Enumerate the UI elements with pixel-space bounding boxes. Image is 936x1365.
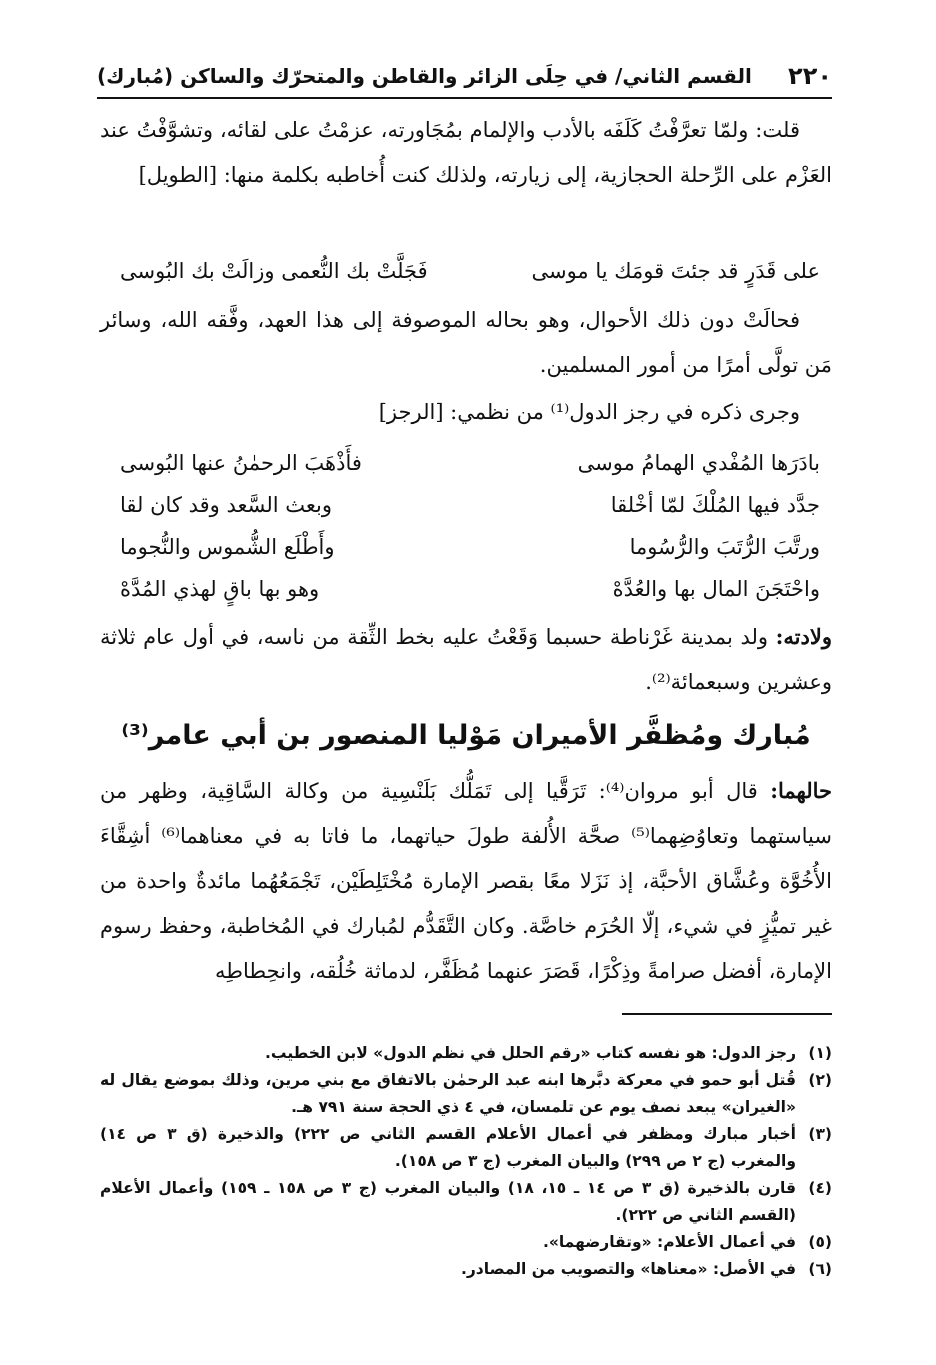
footnote-text: في أعمال الأعلام: «وتقارضهما». (542, 1233, 796, 1251)
footnote-text: رجز الدول: هو نفسه كتاب «رقم الحلل في نظم الدول» لابن الخطيب. (265, 1044, 796, 1062)
footnote-number: (٣) (808, 1125, 832, 1143)
footnote-text: قُتل أبو حمو في معركة دبَّرها ابنه عبد الرحمٰن بالاتفاق مع بني مرين، وذلك بموضع يقال له «الغيران» يبعد نصف يوم عن تلمسان، في ٤ ذي الحجة سنة ٧٩١ هـ. (100, 1071, 796, 1116)
birth-text: ولد بمدينة غَرْناطة حسبما وَقَعْتُ عليه بخط الثِّقة من ناسه، في أول عام ثلاثة وعشرين وسبعمائة⁽²⁾. (100, 625, 832, 694)
footnote (100, 1175, 832, 1229)
footnote-number: (٥) (808, 1233, 832, 1251)
footnote (100, 1040, 832, 1067)
footnote-text: قارن بالذخيرة (ق ٣ ص ١٤ ـ ١٥، ١٨) والبيان المغرب (ج ٣ ص ١٥٨ ـ ١٥٩) وأعمال الأعلام (القسم الثاني ص ٢٢٢). (100, 1179, 797, 1224)
footnote-divider (622, 1013, 832, 1015)
footnote-number: (٦) (808, 1260, 832, 1278)
hemistich-second: وهو بها باقٍ لهذي المُدَّهْ (120, 577, 320, 601)
birth-label: ولادته: (775, 624, 832, 649)
opening-paragraph: قلت: ولمّا تعرَّفْتُ كَلَفَه بالأدب والإلمام بمُجَاورته، عزمْتُ على لقائه، وتشوَّفْتُ عند العَزْم على الرِّحلة الحجازية، إلى زيارته، ولذلك كنت أُخاطبه بكلمة منها: [الطويل] (100, 118, 832, 187)
middle-paragraph-block (100, 298, 832, 435)
footnote (100, 1067, 832, 1121)
status-label: حالهما: (770, 778, 833, 803)
footnote-number: (١) (808, 1044, 832, 1062)
footnote-text: أخبار مبارك ومظفر في أعمال الأعلام القسم الثاني ص ٢٢٢) والذخيرة (ق ٣ ص ١٤) والمغرب (ج ٢ ص ٢٩٩) والبيان المغرب (ج ٣ ص ١٥٨). (100, 1125, 796, 1170)
footnote-text: في الأصل: «معناها» والتصويب من المصادر. (460, 1260, 796, 1278)
verse-line (100, 484, 832, 526)
verse-line (100, 568, 832, 610)
hemistich-second: وأَطْلَع الشُّموس والنُّجوما (120, 535, 335, 559)
footnote (100, 1256, 832, 1283)
footnote-number: (٤) (808, 1179, 832, 1197)
page-number: ٢٢٠ (788, 62, 832, 90)
hemistich-second: وبعث السَّعد وقد كان لقا (120, 493, 332, 517)
footnote (100, 1121, 832, 1175)
running-header (97, 55, 832, 99)
paragraph-rajaz-intro: وجرى ذكره في رجز الدول⁽¹⁾ من نظمي: [الرجز] (378, 400, 800, 424)
running-title: القسم الثاني/ في حِلَى الزائر والقاطن والمتحرّك والساكن (مُبارك) (97, 64, 752, 88)
footnote (100, 1229, 832, 1256)
hemistich-second: فَجَلَّتْ بك النُّعمى وزالَتْ بك البُوسى (120, 259, 428, 283)
hemistich-first: جدَّد فيها المُلْكَ لمّا أخْلقا (610, 493, 820, 517)
hemistich-second: فأَذْهَبَ الرحمٰنُ عنها البُوسى (120, 451, 362, 475)
birth-paragraph-block (100, 614, 832, 705)
hemistich-first: على قَدَرٍ قد جئتَ قومَك يا موسى (531, 259, 820, 283)
opening-paragraph-block (100, 108, 832, 198)
verse-rajaz (100, 442, 832, 610)
status-paragraph (100, 768, 832, 994)
hemistich-first: ورتَّبَ الرُّتَبَ والرُّسُوما (629, 535, 820, 559)
status-paragraph-block (100, 768, 832, 994)
footnotes (100, 1040, 832, 1283)
birth-paragraph (100, 614, 832, 705)
hemistich-first: واحْتَجَنَ المال بها والعُدَّهْ (612, 577, 820, 601)
verse-line (100, 442, 832, 484)
verse-line (100, 526, 832, 568)
verse-tawil (100, 250, 832, 292)
paragraph-circumstances: فحالَتْ دون ذلك الأحوال، وهو بحاله الموصوفة إلى هذا العهد، وفَّقه الله، وسائر مَن تولَّى أمرًا من أمور المسلمين. (100, 308, 832, 377)
status-text: قال أبو مروان⁽⁴⁾: تَرَقَّيا إلى تَمَلُّك بَلَنْسِية من وكالة السَّاقِية، وظهر من سياستهما وتعاوُضِهما⁽⁵⁾ صحَّة الأُلفة طولَ حياتهما، ما فاتا به في معناهما⁽⁶⁾ أشِقَّاءَ الأُخُوَّة وعُشَّاق الأحبَّة، إذ نَزَلا معًا بقصر الإمارة مُخْتَلِطَيْن، تَجْمَعُهُما مائدةٌ واحدة من غير تميُّزٍ في شيء، إلّا الحُرَم خاصَّة. وكان التَّقَدُّم لمُبارك في المُخاطبة، وحفظ رسوم الإمارة، أفضل صرامةً وذِكْرًا، قَصَرَ عنهما مُظَفَّر، لدماثة خُلُقه، وانحِطاطِه (100, 779, 832, 983)
hemistich-first: بادَرَها المُفْدي الهمامُ موسى (577, 451, 820, 475)
verse-line (100, 250, 832, 292)
footnote-number: (٢) (808, 1071, 832, 1089)
section-heading: مُبارك ومُظفَّر الأميران مَوْليا المنصور بن أبي عامر⁽³⁾ (121, 720, 811, 751)
